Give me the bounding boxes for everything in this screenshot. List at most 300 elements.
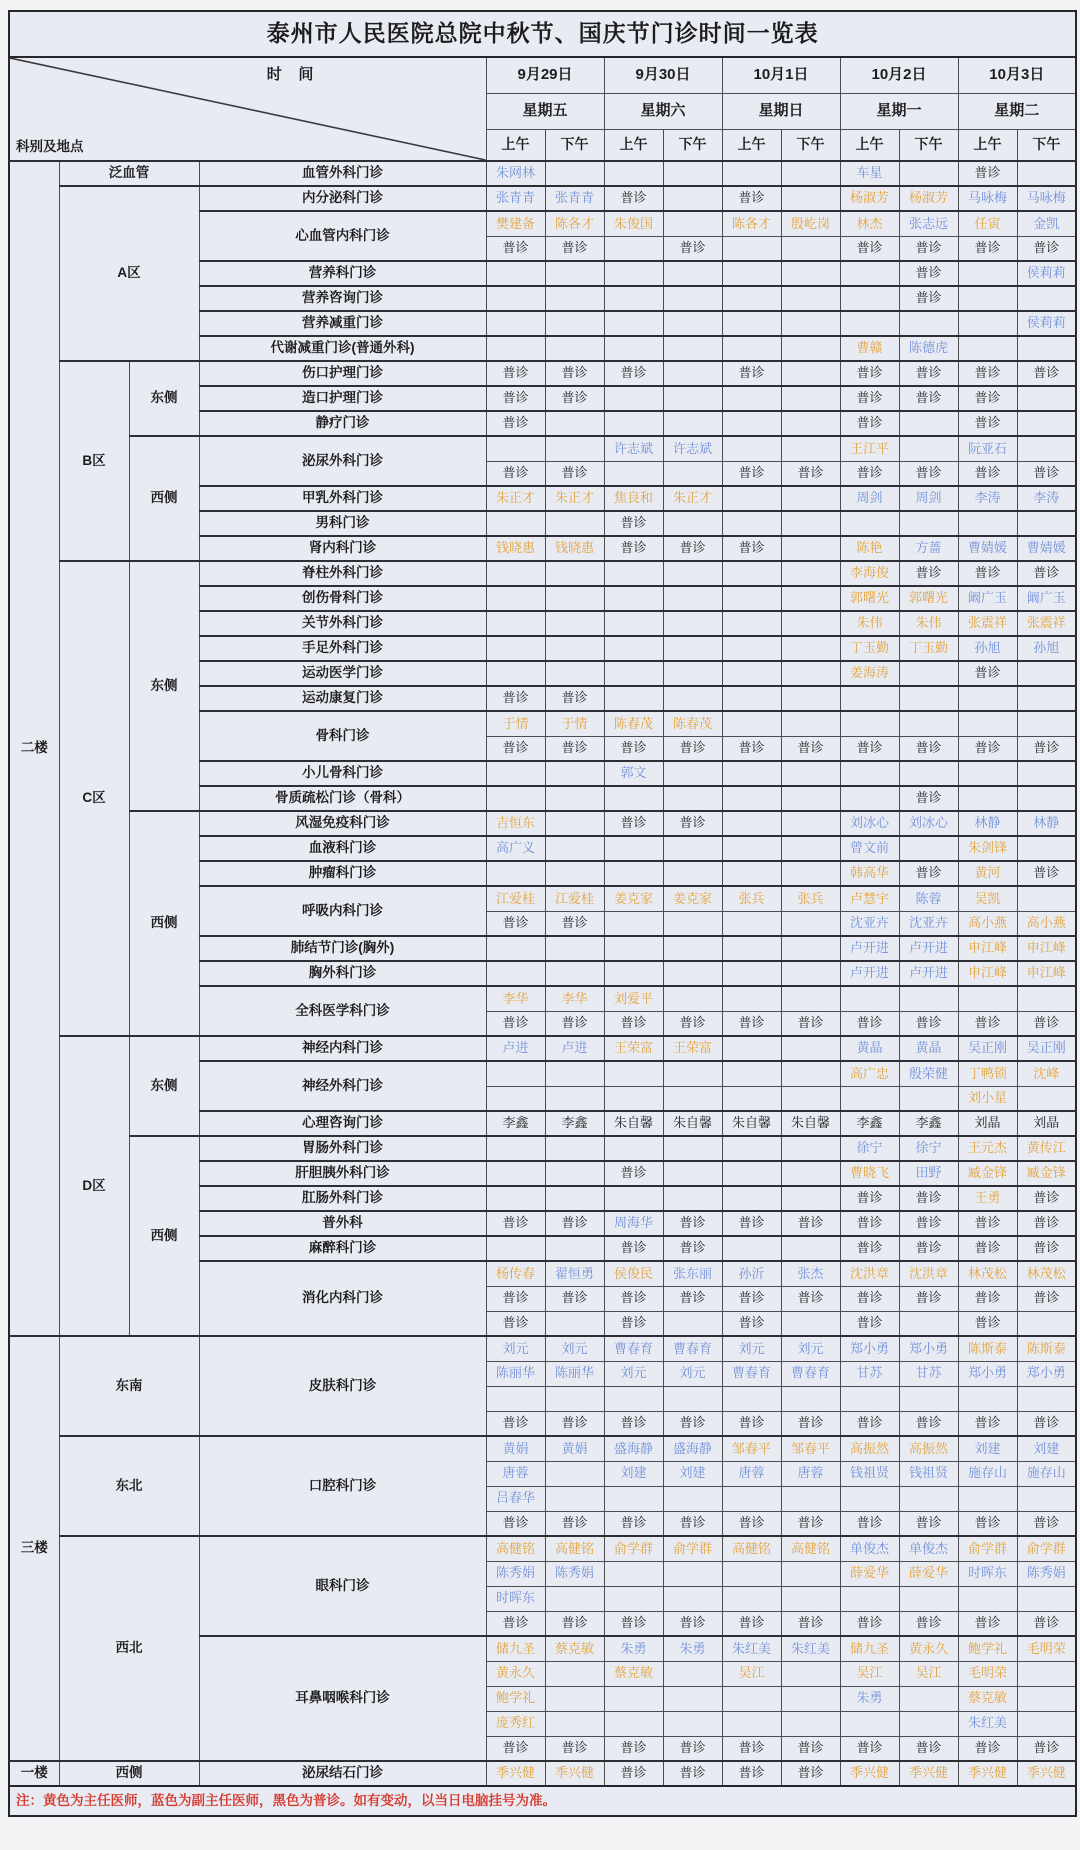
schedule-cell-empty xyxy=(899,1586,958,1611)
schedule-cell: 唐蓉 xyxy=(486,1461,545,1486)
schedule-cell: 时晖东 xyxy=(486,1586,545,1611)
schedule-cell: 普诊 xyxy=(840,1736,899,1761)
schedule-cell: 施存山 xyxy=(1017,1461,1076,1486)
schedule-cell: 普诊 xyxy=(722,186,781,211)
schedule-cell-empty xyxy=(545,1686,604,1711)
schedule-cell: 刘爱平 xyxy=(604,986,663,1011)
schedule-cell-empty xyxy=(722,1686,781,1711)
schedule-cell: 申江峰 xyxy=(1017,961,1076,986)
schedule-cell-empty xyxy=(781,911,840,936)
schedule-cell-empty xyxy=(722,861,781,886)
schedule-cell-empty xyxy=(781,536,840,561)
schedule-cell-empty xyxy=(604,336,663,361)
schedule-cell: 普诊 xyxy=(899,1286,958,1311)
department-label: 营养减重门诊 xyxy=(199,311,486,336)
schedule-cell: 沈亚卉 xyxy=(899,911,958,936)
schedule-cell: 殷屹岗 xyxy=(781,211,840,236)
schedule-cell-empty xyxy=(663,336,722,361)
schedule-cell: 黄晶 xyxy=(840,1036,899,1061)
schedule-cell-empty xyxy=(663,986,722,1011)
session-header: 上午 xyxy=(840,129,899,161)
schedule-cell: 江爱桂 xyxy=(545,886,604,911)
schedule-cell-empty xyxy=(545,811,604,836)
date-header: 9月30日 xyxy=(604,57,722,93)
schedule-cell: 王荣富 xyxy=(663,1036,722,1061)
weekday-header: 星期日 xyxy=(722,93,840,129)
schedule-cell: 普诊 xyxy=(781,461,840,486)
schedule-cell: 黄河 xyxy=(958,861,1017,886)
department-label: 普外科 xyxy=(199,1211,486,1236)
area-label: D区 xyxy=(59,1036,129,1336)
schedule-cell-empty xyxy=(663,161,722,186)
schedule-cell-empty xyxy=(781,261,840,286)
schedule-cell-empty xyxy=(604,461,663,486)
schedule-cell: 储九圣 xyxy=(486,1636,545,1661)
schedule-row xyxy=(9,161,1076,186)
schedule-cell-empty xyxy=(545,1586,604,1611)
schedule-cell: 普诊 xyxy=(663,1511,722,1536)
schedule-cell-empty xyxy=(604,561,663,586)
schedule-cell: 普诊 xyxy=(545,911,604,936)
schedule-cell: 普诊 xyxy=(958,1011,1017,1036)
schedule-cell: 普诊 xyxy=(958,411,1017,436)
department-label: 甲乳外科门诊 xyxy=(199,486,486,511)
schedule-cell: 郑小勇 xyxy=(1017,1361,1076,1386)
schedule-cell: 普诊 xyxy=(899,1211,958,1236)
schedule-cell: 普诊 xyxy=(899,736,958,761)
schedule-cell: 普诊 xyxy=(1017,736,1076,761)
schedule-cell: 黄娟 xyxy=(545,1436,604,1461)
schedule-cell: 刘元 xyxy=(604,1361,663,1386)
department-label: 营养咨询门诊 xyxy=(199,286,486,311)
schedule-cell: 普诊 xyxy=(604,736,663,761)
schedule-cell-empty xyxy=(899,1311,958,1336)
schedule-cell-empty xyxy=(899,1486,958,1511)
department-label: 代谢减重门诊(普通外科) xyxy=(199,336,486,361)
schedule-cell-empty xyxy=(781,1486,840,1511)
area-label: 西侧 xyxy=(129,436,199,561)
schedule-cell-empty xyxy=(545,836,604,861)
schedule-cell-empty xyxy=(722,836,781,861)
schedule-cell: 侯莉莉 xyxy=(1017,311,1076,336)
schedule-cell: 普诊 xyxy=(604,1236,663,1261)
schedule-cell: 郭曙光 xyxy=(899,586,958,611)
schedule-cell-empty xyxy=(781,1036,840,1061)
schedule-cell: 卢开进 xyxy=(899,961,958,986)
schedule-cell-empty xyxy=(899,161,958,186)
schedule-cell: 普诊 xyxy=(486,386,545,411)
schedule-cell: 普诊 xyxy=(486,736,545,761)
schedule-cell: 普诊 xyxy=(604,536,663,561)
schedule-cell: 徐宁 xyxy=(899,1136,958,1161)
schedule-cell-empty xyxy=(722,786,781,811)
schedule-cell-empty xyxy=(1017,886,1076,911)
schedule-cell: 陈蓉 xyxy=(899,886,958,911)
schedule-cell-empty xyxy=(722,161,781,186)
schedule-cell-empty xyxy=(722,911,781,936)
area-label: 东北 xyxy=(59,1436,199,1536)
schedule-cell: 吴江 xyxy=(899,1661,958,1686)
schedule-cell: 普诊 xyxy=(958,1511,1017,1536)
schedule-cell: 刘晶 xyxy=(958,1111,1017,1136)
schedule-cell-empty xyxy=(781,611,840,636)
schedule-cell-empty xyxy=(663,1561,722,1586)
schedule-cell: 普诊 xyxy=(722,536,781,561)
schedule-cell-empty xyxy=(781,811,840,836)
schedule-cell: 刘建 xyxy=(663,1461,722,1486)
area-label: 一楼 xyxy=(9,1761,59,1786)
time-header-label: 时 间 xyxy=(266,66,314,83)
schedule-cell-empty xyxy=(899,661,958,686)
schedule-cell: 阮亚石 xyxy=(958,436,1017,461)
schedule-cell-empty xyxy=(722,636,781,661)
schedule-cell-empty xyxy=(781,711,840,736)
schedule-cell: 普诊 xyxy=(781,1761,840,1786)
schedule-cell: 曹春育 xyxy=(722,1361,781,1386)
schedule-cell: 季兴健 xyxy=(958,1761,1017,1786)
schedule-cell-empty xyxy=(486,661,545,686)
schedule-cell: 郑小勇 xyxy=(958,1361,1017,1386)
schedule-cell-empty xyxy=(781,636,840,661)
schedule-cell-empty xyxy=(781,1186,840,1211)
schedule-cell: 刘建 xyxy=(1017,1436,1076,1461)
schedule-cell: 林静 xyxy=(958,811,1017,836)
department-label: 手足外科门诊 xyxy=(199,636,486,661)
schedule-cell: 曹婧媛 xyxy=(1017,536,1076,561)
schedule-cell: 普诊 xyxy=(663,1736,722,1761)
schedule-cell-empty xyxy=(722,561,781,586)
schedule-cell: 普诊 xyxy=(958,1311,1017,1336)
schedule-cell: 邹春平 xyxy=(781,1436,840,1461)
schedule-cell-empty xyxy=(545,561,604,586)
schedule-cell-empty xyxy=(840,261,899,286)
schedule-cell: 孙沂 xyxy=(722,1261,781,1286)
schedule-cell-empty xyxy=(545,1711,604,1736)
schedule-cell: 樊建备 xyxy=(486,211,545,236)
area-label: 三楼 xyxy=(9,1336,59,1761)
schedule-cell-empty xyxy=(545,586,604,611)
schedule-cell-empty xyxy=(486,511,545,536)
session-header: 下午 xyxy=(663,129,722,161)
schedule-cell: 普诊 xyxy=(958,461,1017,486)
schedule-cell-empty xyxy=(486,1136,545,1161)
schedule-cell-empty xyxy=(781,1086,840,1111)
schedule-cell-empty xyxy=(899,1686,958,1711)
schedule-cell: 刘元 xyxy=(781,1336,840,1361)
schedule-cell: 徐宁 xyxy=(840,1136,899,1161)
schedule-cell-empty xyxy=(781,1061,840,1086)
area-label: 西北 xyxy=(59,1536,199,1761)
schedule-cell: 普诊 xyxy=(604,1161,663,1186)
department-label: 骨质疏松门诊（骨科） xyxy=(199,786,486,811)
schedule-cell-empty xyxy=(663,311,722,336)
schedule-cell: 方蔷 xyxy=(899,536,958,561)
schedule-cell: 普诊 xyxy=(486,1736,545,1761)
schedule-cell: 普诊 xyxy=(958,1236,1017,1261)
schedule-cell: 阚广玉 xyxy=(1017,586,1076,611)
schedule-row xyxy=(9,1536,1076,1561)
schedule-cell-empty xyxy=(545,1661,604,1686)
schedule-cell-empty xyxy=(1017,661,1076,686)
schedule-cell: 李鑫 xyxy=(840,1111,899,1136)
schedule-cell-empty xyxy=(1017,1711,1076,1736)
department-label: 耳鼻咽喉科门诊 xyxy=(199,1636,486,1761)
schedule-cell-empty xyxy=(663,1586,722,1611)
schedule-cell: 普诊 xyxy=(604,186,663,211)
schedule-cell: 甘苏 xyxy=(840,1361,899,1386)
schedule-cell-empty xyxy=(722,661,781,686)
schedule-cell: 高广义 xyxy=(486,836,545,861)
schedule-cell: 姜克家 xyxy=(604,886,663,911)
schedule-cell-empty xyxy=(486,961,545,986)
department-label: 胸外科门诊 xyxy=(199,961,486,986)
schedule-cell-empty xyxy=(1017,411,1076,436)
department-label: 肝胆胰外科门诊 xyxy=(199,1161,486,1186)
schedule-cell: 高健铭 xyxy=(722,1536,781,1561)
schedule-cell: 薛爱华 xyxy=(840,1561,899,1586)
schedule-cell-empty xyxy=(722,936,781,961)
schedule-cell-empty xyxy=(486,1236,545,1261)
schedule-cell: 刘建 xyxy=(958,1436,1017,1461)
schedule-cell: 普诊 xyxy=(486,1611,545,1636)
schedule-cell: 俞学群 xyxy=(958,1536,1017,1561)
schedule-cell: 焦良和 xyxy=(604,486,663,511)
schedule-cell: 李鑫 xyxy=(545,1111,604,1136)
schedule-cell: 张震祥 xyxy=(1017,611,1076,636)
schedule-cell: 孙旭 xyxy=(1017,636,1076,661)
schedule-cell: 于情 xyxy=(486,711,545,736)
schedule-cell: 普诊 xyxy=(486,1411,545,1436)
schedule-cell: 普诊 xyxy=(840,1286,899,1311)
schedule-cell: 普诊 xyxy=(840,361,899,386)
schedule-cell: 鲍学礼 xyxy=(958,1636,1017,1661)
schedule-cell: 朱俊国 xyxy=(604,211,663,236)
page-title: 泰州市人民医院总院中秋节、国庆节门诊时间一览表 xyxy=(9,11,1076,57)
schedule-cell-empty xyxy=(722,1136,781,1161)
schedule-cell-empty xyxy=(604,911,663,936)
weekday-header: 星期一 xyxy=(840,93,958,129)
schedule-cell-empty xyxy=(604,386,663,411)
schedule-cell: 郑小勇 xyxy=(840,1336,899,1361)
department-label: 肾内科门诊 xyxy=(199,536,486,561)
schedule-cell: 普诊 xyxy=(781,1286,840,1311)
schedule-cell-empty xyxy=(840,761,899,786)
schedule-cell-empty xyxy=(663,411,722,436)
schedule-cell: 陈秀娟 xyxy=(545,1561,604,1586)
schedule-cell: 邹春平 xyxy=(722,1436,781,1461)
schedule-cell: 普诊 xyxy=(486,911,545,936)
schedule-cell: 普诊 xyxy=(958,1736,1017,1761)
schedule-cell-empty xyxy=(663,1661,722,1686)
schedule-cell-empty xyxy=(722,1586,781,1611)
schedule-cell-empty xyxy=(663,1186,722,1211)
schedule-cell: 杨传春 xyxy=(486,1261,545,1286)
schedule-cell: 周剑 xyxy=(840,486,899,511)
department-label: 心血管内科门诊 xyxy=(199,211,486,261)
schedule-cell: 普诊 xyxy=(486,411,545,436)
schedule-cell: 侯俊民 xyxy=(604,1261,663,1286)
schedule-cell: 普诊 xyxy=(958,1286,1017,1311)
schedule-cell-empty xyxy=(722,1711,781,1736)
session-header: 上午 xyxy=(486,129,545,161)
schedule-cell: 林静 xyxy=(1017,811,1076,836)
department-label: 皮肤科门诊 xyxy=(199,1336,486,1436)
schedule-cell: 姜海涛 xyxy=(840,661,899,686)
schedule-cell: 任寅 xyxy=(958,211,1017,236)
schedule-cell-empty xyxy=(604,411,663,436)
schedule-cell-empty xyxy=(545,286,604,311)
header-row-dates xyxy=(9,57,1076,93)
schedule-cell-empty xyxy=(840,686,899,711)
schedule-cell: 普诊 xyxy=(722,1211,781,1236)
schedule-cell: 甘苏 xyxy=(899,1361,958,1386)
schedule-cell: 普诊 xyxy=(663,1611,722,1636)
schedule-cell-empty xyxy=(486,1386,545,1411)
schedule-cell: 普诊 xyxy=(899,1511,958,1536)
schedule-cell-empty xyxy=(545,261,604,286)
schedule-cell-empty xyxy=(840,286,899,311)
schedule-cell: 普诊 xyxy=(722,1311,781,1336)
schedule-cell: 单俊杰 xyxy=(840,1536,899,1561)
department-label: 肺结节门诊(胸外) xyxy=(199,936,486,961)
schedule-cell: 季兴健 xyxy=(486,1761,545,1786)
schedule-cell: 毛明荣 xyxy=(958,1661,1017,1686)
schedule-cell: 普诊 xyxy=(1017,1736,1076,1761)
schedule-cell: 郭曙光 xyxy=(840,586,899,611)
schedule-cell: 陈斯泰 xyxy=(1017,1336,1076,1361)
schedule-cell: 蔡克敏 xyxy=(604,1661,663,1686)
schedule-cell: 朱自馨 xyxy=(781,1111,840,1136)
department-label: 呼吸内科门诊 xyxy=(199,886,486,936)
schedule-cell: 普诊 xyxy=(486,1211,545,1236)
schedule-cell: 殷荣健 xyxy=(899,1061,958,1086)
schedule-cell-empty xyxy=(604,1061,663,1086)
schedule-cell: 申江峰 xyxy=(958,936,1017,961)
schedule-cell-empty xyxy=(840,1086,899,1111)
schedule-cell-empty xyxy=(604,1561,663,1586)
area-label: 西侧 xyxy=(59,1761,199,1786)
schedule-cell-empty xyxy=(899,1386,958,1411)
schedule-cell: 单俊杰 xyxy=(899,1536,958,1561)
schedule-cell-empty xyxy=(781,1386,840,1411)
schedule-cell-empty xyxy=(545,1486,604,1511)
schedule-cell: 普诊 xyxy=(781,1611,840,1636)
schedule-cell-empty xyxy=(604,636,663,661)
schedule-cell: 曹春育 xyxy=(781,1361,840,1386)
schedule-cell: 田野 xyxy=(899,1161,958,1186)
schedule-cell: 普诊 xyxy=(840,1411,899,1436)
schedule-cell-empty xyxy=(1017,286,1076,311)
schedule-cell: 丁鸭锁 xyxy=(958,1061,1017,1086)
schedule-cell: 普诊 xyxy=(1017,461,1076,486)
schedule-cell: 普诊 xyxy=(545,1411,604,1436)
schedule-cell: 陈艳 xyxy=(840,536,899,561)
schedule-cell-empty xyxy=(958,986,1017,1011)
schedule-cell: 普诊 xyxy=(663,1761,722,1786)
schedule-cell: 普诊 xyxy=(486,361,545,386)
schedule-cell: 钱晓惠 xyxy=(545,536,604,561)
department-label: 肛肠外科门诊 xyxy=(199,1186,486,1211)
department-label: 骨科门诊 xyxy=(199,711,486,761)
schedule-cell: 张兵 xyxy=(722,886,781,911)
schedule-cell: 普诊 xyxy=(486,1286,545,1311)
schedule-cell-empty xyxy=(604,861,663,886)
schedule-cell: 普诊 xyxy=(486,1511,545,1536)
schedule-cell-empty xyxy=(663,1711,722,1736)
schedule-cell: 普诊 xyxy=(958,386,1017,411)
schedule-cell: 申江峰 xyxy=(958,961,1017,986)
schedule-cell-empty xyxy=(840,711,899,736)
schedule-cell: 普诊 xyxy=(663,1236,722,1261)
schedule-cell: 普诊 xyxy=(663,536,722,561)
schedule-cell-empty xyxy=(958,1386,1017,1411)
schedule-cell: 普诊 xyxy=(545,1286,604,1311)
schedule-cell: 唐蓉 xyxy=(781,1461,840,1486)
schedule-cell-empty xyxy=(604,586,663,611)
schedule-cell-empty xyxy=(781,1561,840,1586)
schedule-cell: 普诊 xyxy=(486,686,545,711)
schedule-cell-empty xyxy=(604,1586,663,1611)
title-row xyxy=(9,11,1076,57)
schedule-cell: 刘小星 xyxy=(958,1086,1017,1111)
schedule-cell: 普诊 xyxy=(1017,1186,1076,1211)
schedule-cell-empty xyxy=(604,686,663,711)
schedule-cell-empty xyxy=(958,261,1017,286)
schedule-cell: 李涛 xyxy=(1017,486,1076,511)
schedule-cell-empty xyxy=(486,636,545,661)
schedule-cell-empty xyxy=(781,361,840,386)
schedule-cell: 普诊 xyxy=(545,1211,604,1236)
schedule-cell: 张青青 xyxy=(486,186,545,211)
area-label: C区 xyxy=(59,561,129,1036)
schedule-cell: 许志斌 xyxy=(663,436,722,461)
schedule-cell: 季兴健 xyxy=(899,1761,958,1786)
schedule-cell-empty xyxy=(545,861,604,886)
schedule-cell: 陈秀娟 xyxy=(486,1561,545,1586)
department-label: 内分泌科门诊 xyxy=(199,186,486,211)
schedule-cell: 曹春育 xyxy=(663,1336,722,1361)
schedule-cell: 普诊 xyxy=(899,1186,958,1211)
schedule-cell-empty xyxy=(604,1386,663,1411)
schedule-cell: 普诊 xyxy=(545,1736,604,1761)
schedule-cell: 盛海静 xyxy=(604,1436,663,1461)
schedule-cell-empty xyxy=(486,586,545,611)
schedule-cell: 刘元 xyxy=(663,1361,722,1386)
schedule-cell-empty xyxy=(1017,1086,1076,1111)
schedule-cell: 普诊 xyxy=(545,1011,604,1036)
schedule-cell-empty xyxy=(722,586,781,611)
schedule-cell: 普诊 xyxy=(899,561,958,586)
schedule-cell-empty xyxy=(604,611,663,636)
footnote: 注：黄色为主任医师，蓝色为副主任医师，黑色为普诊。如有变动，以当日电脑挂号为准。 xyxy=(9,1786,1076,1816)
schedule-cell: 高健铭 xyxy=(545,1536,604,1561)
schedule-cell: 林杰 xyxy=(840,211,899,236)
session-header: 上午 xyxy=(722,129,781,161)
schedule-cell-empty xyxy=(722,1161,781,1186)
schedule-cell-empty xyxy=(722,1036,781,1061)
schedule-cell: 普诊 xyxy=(604,511,663,536)
schedule-cell: 普诊 xyxy=(958,1611,1017,1636)
schedule-cell-empty xyxy=(781,786,840,811)
schedule-cell-empty xyxy=(545,786,604,811)
schedule-cell: 钱晓惠 xyxy=(486,536,545,561)
area-label: 东侧 xyxy=(129,1036,199,1136)
schedule-cell: 刘元 xyxy=(486,1336,545,1361)
schedule-cell: 普诊 xyxy=(604,811,663,836)
schedule-cell-empty xyxy=(781,586,840,611)
schedule-cell: 毛明荣 xyxy=(1017,1636,1076,1661)
schedule-cell: 申江峰 xyxy=(1017,936,1076,961)
